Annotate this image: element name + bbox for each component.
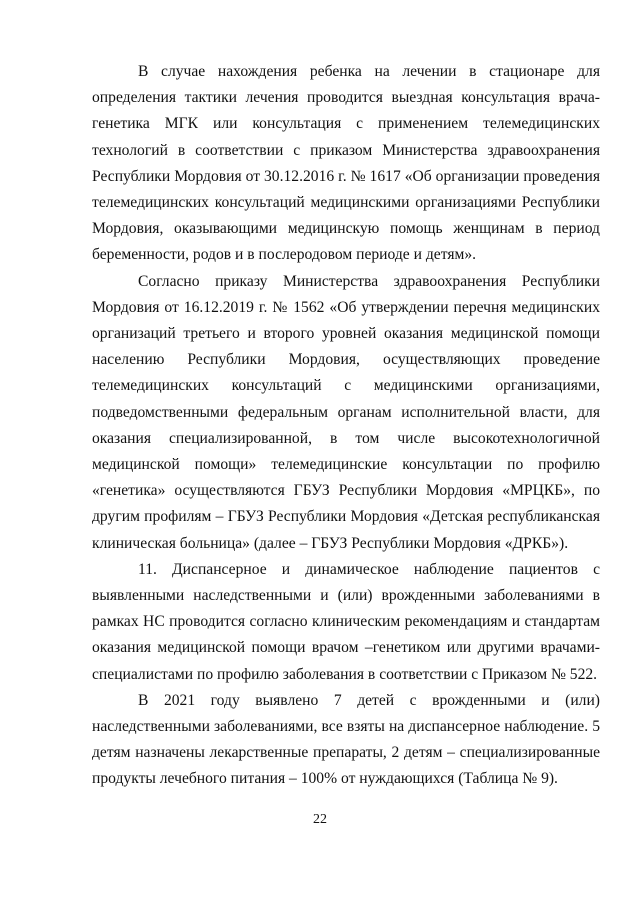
paragraph-2021-statistics: В 2021 году выявлено 7 детей с врожденными и (или) наследственными заболеваниями, все взяты на диспансерное наблюдение. 5 детям назначены лекарственные препараты, 2 детям – специализированные продукты лечебного питания – 100% от нуждающихся (Таблица № 9). (92, 691, 600, 788)
paragraph-telemedicine-consultation: В случае нахождения ребенка на лечении в стационаре для определения тактики лечения проводится выездная консультация врача-генетика МГК или консультация с применением телемедицинских технологий в соответствии с приказом Министерства здравоохранения Республики Мордовия от 30.12.2016 г. № 1617 «Об организации проведения телемедицинских консультаций медицинскими организациями Республики Мордовия, оказывающими медицинскую помощь женщинам в период беременности, родов и в послеродовом периоде и детям». (92, 63, 600, 264)
page-number: 22 (313, 812, 327, 827)
paragraph-order-1562: Согласно приказу Министерства здравоохранения Республики Мордовия от 16.12.2019 г. № 1562 «Об утверждении перечня медицинских организаций третьего и второго уровней оказания медицинской помощи населению Республики Мордовия, осуществляющих проведение телемедицинских консультаций с медицинскими организациями, подведомственными федеральным органам исполнительной власти, для оказания специализированной, в том числе высокотехнологичной медицинской помощи» телемедицинские консультации по профилю «генетика» осуществляются ГБУЗ Республики Мордовия «МРЦКБ», по другим профилям – ГБУЗ Республики Мордовия «Детская республиканская клиническая больница» (далее – ГБУЗ Республики Мордовия «ДРКБ»). (92, 272, 600, 552)
paragraph-item-11-dispensary: 11. Диспансерное и динамическое наблюдение пациентов с выявленными наследственными и (или) врожденными заболеваниями в рамках НС проводится согласно клиническим рекомендациям и стандартам оказания медицинской помощи врачом –генетиком или другими врачами-специалистами по профилю заболевания в соответствии с Приказом № 522. (92, 560, 600, 683)
document-page (92, 59, 600, 793)
